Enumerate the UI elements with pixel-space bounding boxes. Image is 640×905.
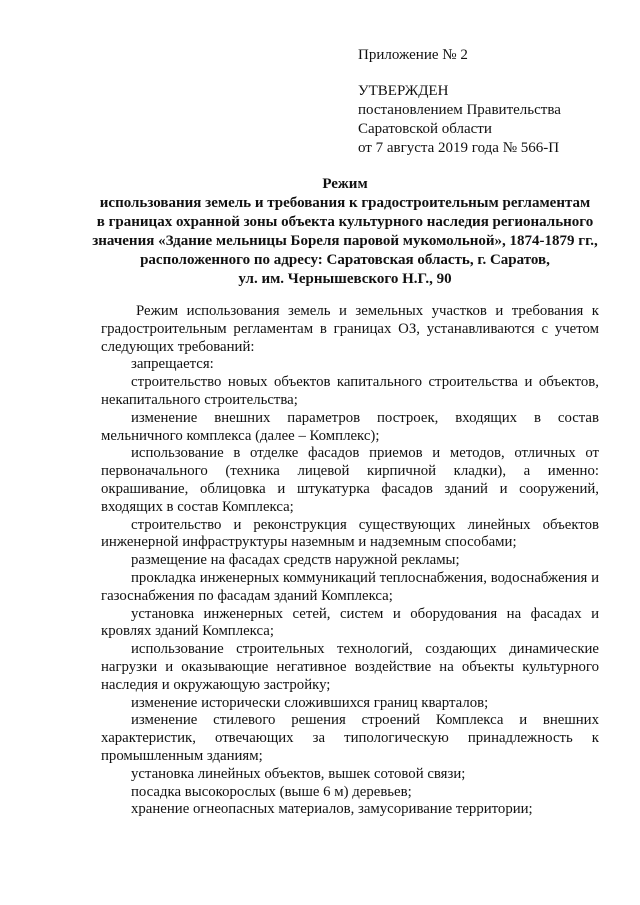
appendix-number: Приложение № 2	[358, 47, 468, 63]
list-item: хранение огнеопасных материалов, замусоривание территории;	[131, 801, 533, 818]
resolution-line-1: постановлением Правительства	[358, 102, 561, 118]
title-line-2: в границах охранной зоны объекта культурного наследия регионального	[96, 214, 594, 230]
list-item: прокладка инженерных коммуникаций теплоснабжения, водоснабжения и газоснабжения по фасадам зданий Комплекса;	[101, 569, 599, 604]
list-item: посадка высокорослых (выше 6 м) деревьев;	[131, 783, 412, 800]
intro-paragraph: Режим использования земель и земельных участков и требования к градостроительным регламентам в границах ОЗ, устанавливаются с учетом следующих требований:	[101, 303, 599, 355]
document-title	[60, 175, 630, 289]
list-item: размещение на фасадах средств наружной рекламы;	[131, 552, 460, 569]
list-item: изменение исторически сложившихся границ кварталов;	[131, 694, 489, 711]
document-body	[101, 303, 599, 819]
list-item: изменение внешних параметров построек, входящих в состав мельничного комплекса (далее – Комплекс);	[101, 409, 599, 444]
resolution-line-3: от 7 августа 2019 года № 566-П	[358, 140, 560, 156]
list-item: установка инженерных сетей, систем и оборудования на фасадах и кровлях зданий Комплекса;	[101, 605, 599, 640]
list-item: строительство новых объектов капитального строительства и объектов, некапитального строительства;	[101, 374, 599, 408]
list-item: использование строительных технологий, создающих динамические нагрузки и оказывающие негативное воздействие на объекты культурного наследия и окружающую застройку;	[101, 641, 599, 693]
title-main: Режим	[322, 176, 368, 192]
approval-header	[358, 46, 618, 158]
title-line-4: расположенного по адресу: Саратовская область, г. Саратов,	[140, 252, 550, 268]
list-item: установка линейных объектов, вышек сотовой связи;	[131, 765, 466, 782]
list-item: строительство и реконструкция существующих линейных объектов инженерной инфраструктуры наземным и надземным способами;	[101, 516, 599, 551]
approved-label: УТВЕРЖДЕН	[358, 83, 449, 99]
list-item: использование в отделке фасадов приемов и методов, отличных от первоначального (техника лицевой кирпичной кладки), а именно: окрашивание, облицовка и штукатурка фасадов зданий и сооружений, входящих в состав Комплекса;	[101, 445, 599, 515]
resolution-line-2: Саратовской области	[358, 121, 492, 137]
title-line-3: значения «Здание мельницы Бореля паровой мукомольной», 1874-1879 гг.,	[92, 233, 598, 249]
list-item: изменение стилевого решения строений Комплекса и внешних характеристик, отвечающих за типологическую принадлежность к промышленным зданиям;	[101, 712, 599, 764]
title-line-1: использования земель и требования к градостроительным регламентам	[99, 195, 591, 211]
prohibited-label: запрещается:	[131, 356, 214, 373]
title-line-5: ул. им. Чернышевского Н.Г., 90	[238, 271, 452, 287]
